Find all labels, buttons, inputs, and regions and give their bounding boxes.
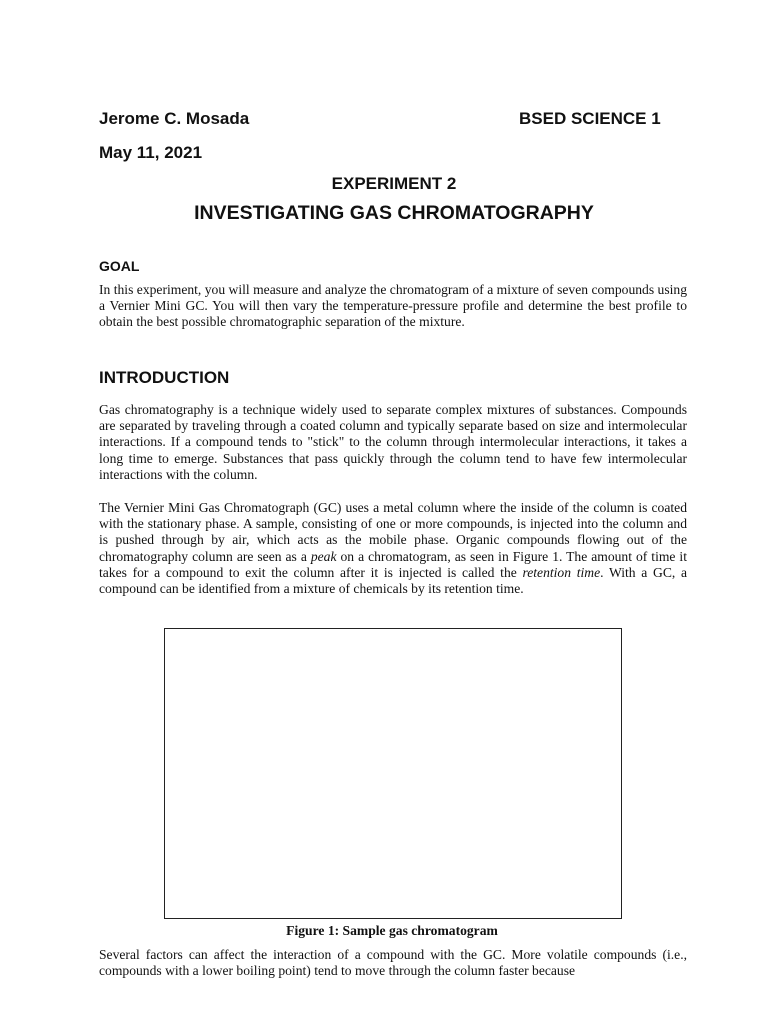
closing-paragraph: Several factors can affect the interaction of a compound with the GC. More volatile compounds (i.e., compounds with a lower boiling point) tend to move through the column faster because: [99, 947, 687, 979]
introduction-paragraph-2: [99, 500, 687, 597]
experiment-title: INVESTIGATING GAS CHROMATOGRAPHY: [194, 202, 594, 224]
paragraph-text: The Vernier Mini Gas Chromatograph (GC) uses a metal column where the inside of the column is coated with the stationary phase. A sample, consisting of one or more compounds, is injected into the column and is pushed through by air, which acts as the mobile phase. Organic compounds flowing out of the chromatography column are seen as a: [99, 500, 687, 564]
emphasis-peak: peak: [310, 548, 337, 564]
document-date: May 11, 2021: [99, 143, 203, 162]
figure-placeholder: [164, 628, 622, 919]
paragraph-text: on a chromatogram, as seen in Figure 1. The amount of time it takes for a compound to exit the column after it is injected is called the: [99, 548, 687, 580]
introduction-heading: INTRODUCTION: [99, 368, 230, 387]
author-name: Jerome C. Mosada: [99, 109, 250, 128]
goal-paragraph: In this experiment, you will measure and analyze the chromatogram of a mixture of seven compounds using a Vernier Mini GC. You will then vary the temperature-pressure profile and determine the best profile to obtain the best possible chromatographic separation of the mixture.: [99, 282, 687, 330]
goal-heading: GOAL: [99, 258, 140, 274]
experiment-number: EXPERIMENT 2: [331, 174, 457, 193]
paragraph-text: . With a GC, a compound can be identified from a mixture of chemicals by its retention time.: [99, 564, 687, 597]
introduction-paragraph-1: Gas chromatography is a technique widely used to separate complex mixtures of substances. Compounds are separated by traveling through a coated column and typically separate based on size and intermolecular interactions. If a compound tends to "stick" to the column through intermolecular interactions, it takes a long time to emerge. Substances that pass quickly through the column tend to have few intermolecular interactions with the column.: [99, 402, 687, 482]
course-label: BSED SCIENCE 1: [519, 109, 661, 128]
figure-caption: Figure 1: Sample gas chromatogram: [286, 923, 498, 938]
emphasis-retention-time: retention time: [522, 564, 601, 580]
